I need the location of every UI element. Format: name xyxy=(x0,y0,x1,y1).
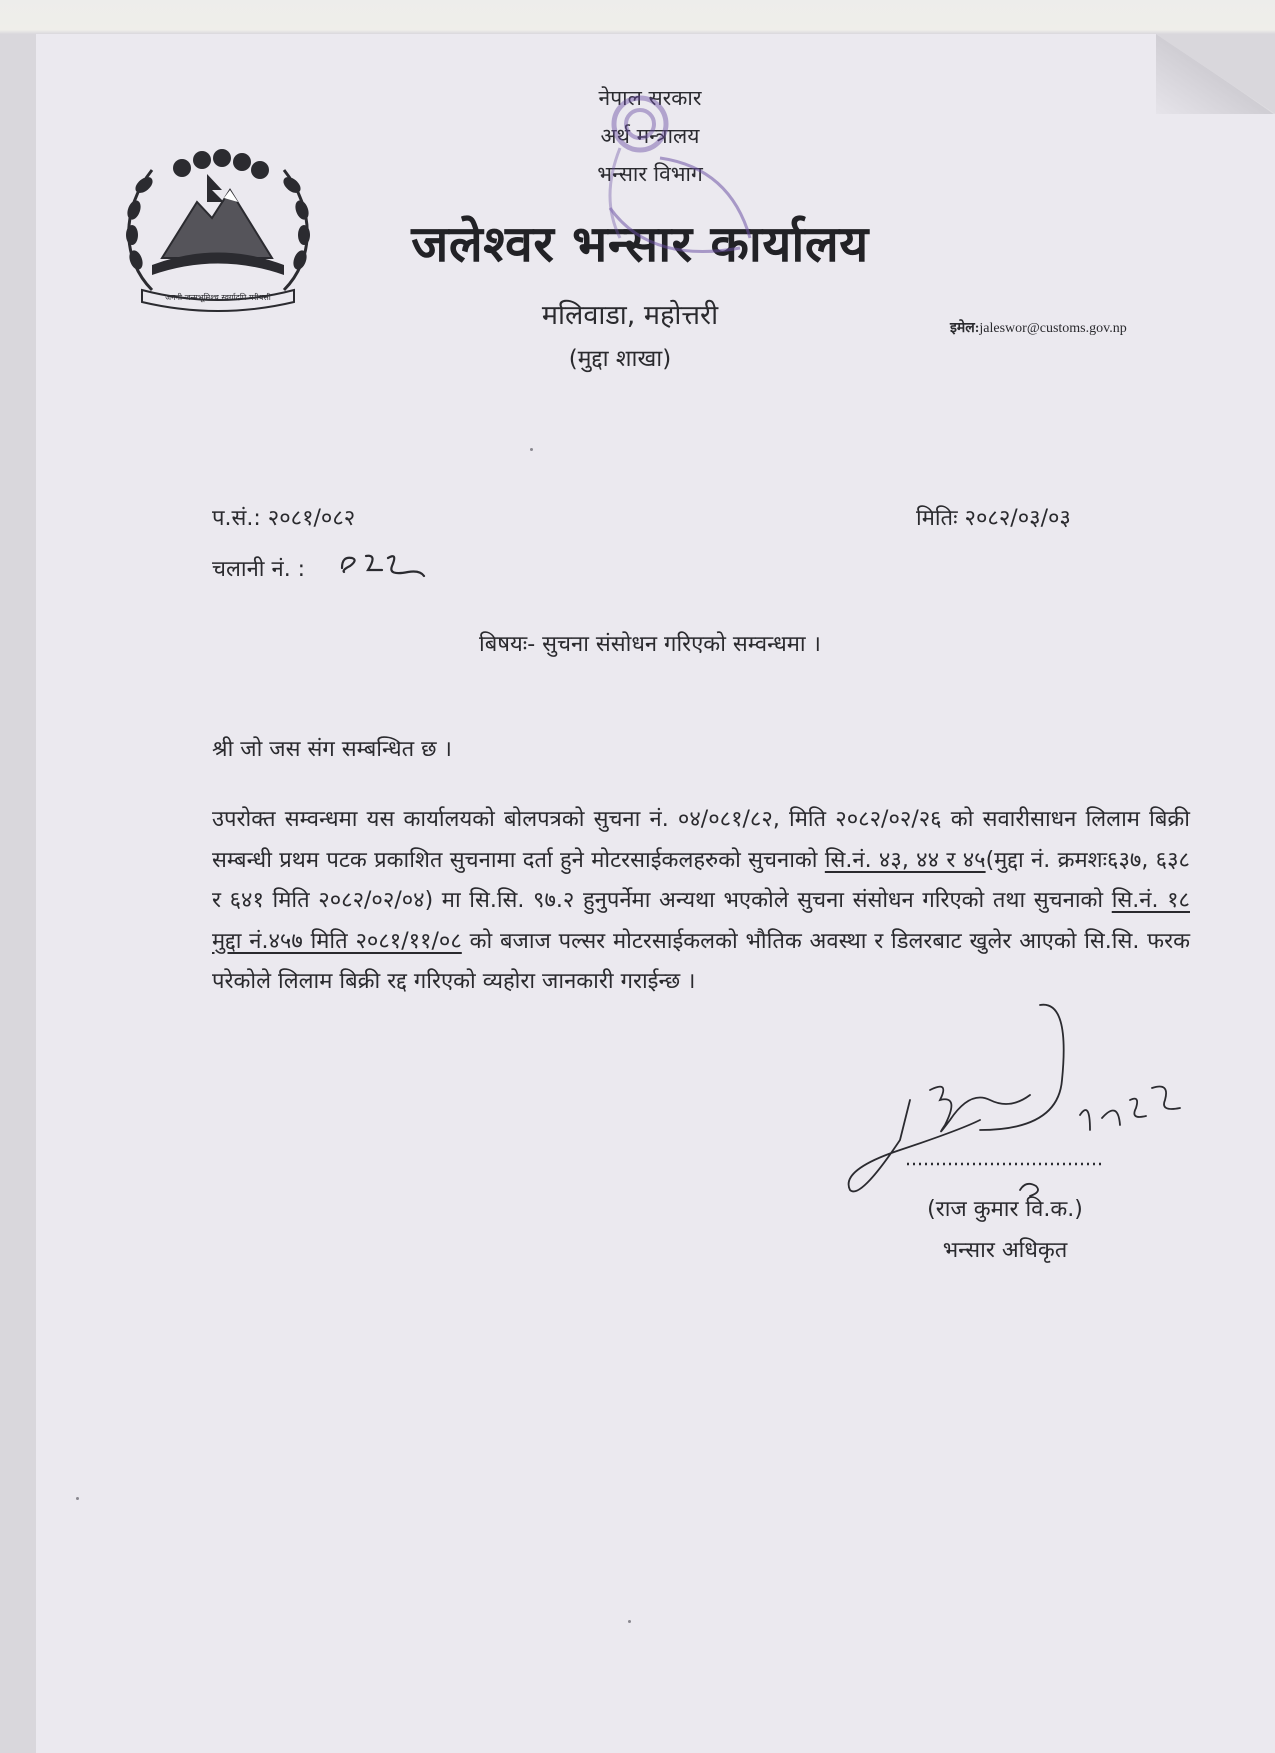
handwritten-signature xyxy=(840,1000,1210,1220)
email-line xyxy=(950,318,1127,337)
body-text-part-2: (मुद्दा नं. क्रमशः६३७, ६३८ र ६४१ मिति २०८२/०२/०४) मा सि.सि. ९७.२ हुनुपर्नेमा अन्यथा भएकोले सुचना संसोधन गरिएको तथा सुचनाको xyxy=(212,847,1190,913)
svg-text:जननी जन्मभूमिश्च स्वर्गादपि गर: जननी जन्मभूमिश्च स्वर्गादपि गरीयसी xyxy=(165,293,271,302)
gov-name: नेपाल सरकार xyxy=(598,86,702,110)
subject-line: बिषयः- सुचना संसोधन गरिएको सम्वन्धमा । xyxy=(479,632,821,657)
letter-date: मितिः २०८२/०३/०३ xyxy=(916,506,1071,531)
office-branch: (मुद्दा शाखा) xyxy=(568,346,672,372)
handwritten-dispatch-number xyxy=(338,546,428,586)
signatory-name: (राज कुमार वि.क.) xyxy=(927,1197,1083,1222)
signature-dotted-line xyxy=(905,1157,1105,1171)
office-stamp-icon xyxy=(590,88,770,268)
email-address: jaleswor@customs.gov.np xyxy=(979,321,1127,336)
reference-number: प.सं.: २०८१/०८२ xyxy=(212,506,356,531)
office-title: जलेश्वर भन्सार कार्यालय xyxy=(411,215,869,273)
email-label: इमेल: xyxy=(950,321,980,336)
nepal-emblem-icon xyxy=(112,140,324,312)
scan-speck xyxy=(76,1497,79,1500)
office-address: मलिवाडा, महोत्तरी xyxy=(541,300,719,331)
scan-speck xyxy=(530,448,533,451)
department-name: भन्सार विभाग xyxy=(597,162,703,186)
signatory-title: भन्सार अधिकृत xyxy=(942,1238,1068,1263)
scan-speck xyxy=(628,1620,631,1623)
body-underlined-case: सि.नं. १८ मुद्दा नं.४५७ मिति २०८१/११/०८ xyxy=(212,888,1190,954)
body-text-part-3: को बजाज पल्सर मोटरसाईकलको भौतिक अवस्था र डिलरबाट खुलेर आएको सि.सि. फरक परेकोले लिलाम बिक्री रद्द गरिएको व्यहोरा जानकारी गराईन्छ । xyxy=(212,928,1190,994)
body-text-part-1: उपरोक्त सम्वन्धमा यस कार्यालयको बोलपत्रको सुचना नं. ०४/०८१/८२, मिति २०८२/०२/२६ को सवारीसाधन लिलाम बिक्री सम्बन्धी प्रथम पटक प्रकाशित सुचनामा दर्ता हुने मोटरसाईकलहरुको सुचनाको xyxy=(212,807,1190,873)
letter-body xyxy=(212,800,1190,1003)
ministry-name: अर्थ मन्त्रालय xyxy=(600,124,700,148)
body-underlined-serials: सि.नं. ४३, ४४ र ४५ xyxy=(824,847,986,873)
dispatch-label: चलानी नं. : xyxy=(212,557,306,582)
salutation: श्री जो जस संग सम्बन्धित छ । xyxy=(212,737,452,762)
